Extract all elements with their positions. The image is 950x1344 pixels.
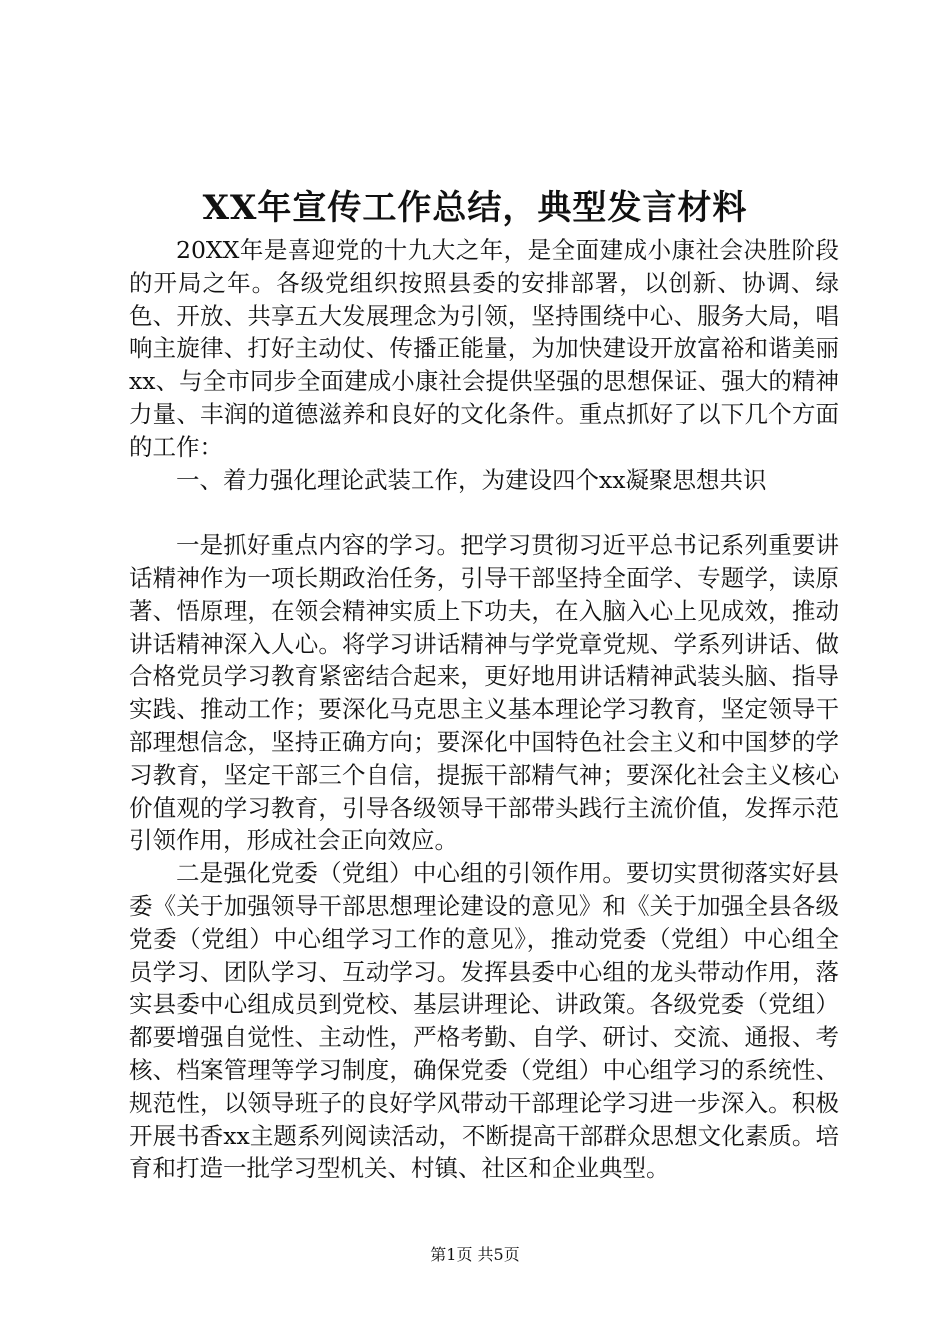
- document-title: XX年宣传工作总结，典型发言材料: [202, 188, 748, 228]
- body-paragraph: 一是抓好重点内容的学习。把学习贯彻习近平总书记系列重要讲话精神作为一项长期政治任务，引导干部坚持全面学、专题学，读原著、悟原理，在领会精神实质上下功夫，在入脑入心上见成效，推动讲话精神深入人心。将学习讲话精神与学党章党规、学系列讲话、做合格党员学习教育紧密结合起来，更好地用讲话精神武装头脑、指导实践、推动工作；要深化马克思主义基本理论学习教育，坚定领导干部理想信念，坚持正确方向；要深化中国特色社会主义和中国梦的学习教育，坚定干部三个自信，提振干部精气神；要深化社会主义核心价值观的学习教育，引导各级领导干部带头践行主流价值，发挥示范引领作用，形成社会正向效应。: [129, 531, 839, 855]
- section-heading: 一、着力强化理论武装工作，为建设四个xx凝聚思想共识: [176, 465, 767, 494]
- blank-line: [129, 496, 839, 529]
- document-body: [129, 234, 839, 1185]
- page-number: 第1页 共5页: [430, 1245, 520, 1264]
- body-paragraph: 二是强化党委（党组）中心组的引领作用。要切实贯彻落实好县委《关于加强领导干部思想理论建设的意见》和《关于加强全县各级党委（党组）中心组学习工作的意见》，推动党委（党组）中心组全员学习、团队学习、互动学习。发挥县委中心组的龙头带动作用，落实县委中心组成员到党校、基层讲理论、讲政策。各级党委（党组）都要增强自觉性、主动性，严格考勤、自学、研讨、交流、通报、考核、档案管理等学习制度，确保党委（党组）中心组学习的系统性、规范性，以领导班子的良好学风带动干部理论学习进一步深入。积极开展书香xx主题系列阅读活动，不断提高干部群众思想文化素质。培育和打造一批学习型机关、村镇、社区和企业典型。: [129, 859, 839, 1183]
- intro-paragraph: 20XX年是喜迎党的十九大之年，是全面建成小康社会决胜阶段的开局之年。各级党组织按照县委的安排部署，以创新、协调、绿色、开放、共享五大发展理念为引领，坚持围绕中心、服务大局，唱响主旋律、打好主动仗、传播正能量，为加快建设开放富裕和谐美丽xx、与全市同步全面建成小康社会提供坚强的思想保证、强大的精神力量、丰润的道德滋养和良好的文化条件。重点抓好了以下几个方面的工作：: [129, 236, 839, 461]
